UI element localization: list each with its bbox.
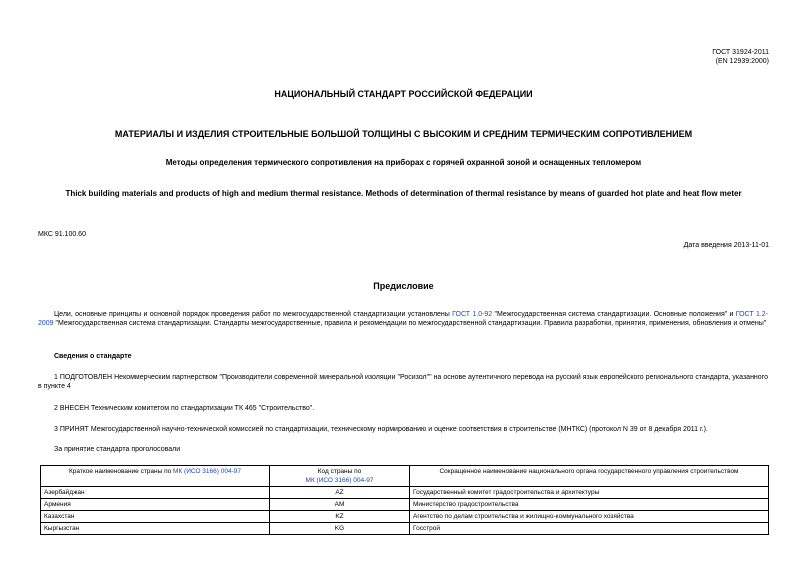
column-header-country: [41, 466, 270, 487]
column-header-body: Сокращенное наименование национального органа государственного управления строительством: [410, 466, 769, 487]
item-2-submitted: 2 ВНЕСЕН Техническим комитетом по стандартизации ТК 465 "Строительство".: [54, 405, 315, 412]
table-row: [41, 487, 769, 499]
body-cell: Агентство по делам строительства и жилищно-коммунального хозяйства: [410, 511, 769, 523]
mk-iso-3166-link[interactable]: МК (ИСО 3166) 004-97: [173, 468, 241, 475]
code-cell: KZ: [270, 511, 410, 523]
about-standard-heading: Сведения о стандарте: [54, 353, 132, 360]
document-title-en: Thick building materials and products of high and medium thermal resistance. Methods of determination of thermal resistance by means of guarded hot plate and heat flow meter: [65, 189, 742, 198]
gost-1-0-92-link[interactable]: ГОСТ 1.0-92: [452, 311, 493, 318]
foreword-paragraph: [38, 310, 768, 328]
countries-table: [40, 465, 769, 535]
table-row: [41, 511, 769, 523]
foreword-heading: Предисловие: [373, 281, 434, 291]
column-header-code: [270, 466, 410, 487]
national-standard-title: НАЦИОНАЛЬНЫЙ СТАНДАРТ РОССИЙСКОЙ ФЕДЕРАЦИИ: [274, 89, 533, 99]
item-3-adopted: 3 ПРИНЯТ Межгосударственной научно-технической комиссией по стандартизации, техническому нормированию и оценке соответствия в строительстве (МНТКС) (протокол N 39 от 8 декабря 2011 г.).: [54, 426, 708, 433]
doc-number: ГОСТ 31924-2011: [712, 49, 769, 56]
body-cell: Госстрой: [410, 523, 769, 535]
item-1-prepared: 1 ПОДГОТОВЛЕН Некоммерческим партнерством "Производители современной минеральной изоляции "Росизол"" на основе аутентичного перевода на русский язык европейского регионального стандарта, указанного в пункте 4: [38, 374, 768, 390]
code-cell: KG: [270, 523, 410, 535]
en-number: (EN 12939:2000): [715, 58, 769, 65]
foreword-text-end: "Межгосударственная система стандартизации. Стандарты межгосударственные, правила и рекомендации по межгосударственной стандартизации. Правила разработки, принятия, применения, обновления и отмены": [53, 320, 767, 327]
column-header-country-text: Краткое наименование страны по: [69, 468, 174, 475]
table-row: [41, 499, 769, 511]
code-cell: AM: [270, 499, 410, 511]
country-cell: Азербайджан: [41, 487, 270, 499]
mks-code: МКС 91.100.60: [38, 231, 86, 238]
voted-for-label: За принятие стандарта проголосовали: [54, 446, 181, 453]
gost-1-2-2009-link[interactable]: ГОСТ 1.2-2009: [38, 311, 769, 327]
foreword-text-mid: "Межгосударственная система стандартизации. Основные положения" и: [492, 311, 736, 318]
document-subtitle-ru: Методы определения термического сопротивления на приборах с горячей охранной зоной и оснащенных тепломером: [165, 158, 642, 167]
code-cell: AZ: [270, 487, 410, 499]
table-row: [41, 523, 769, 535]
document-title-ru: МАТЕРИАЛЫ И ИЗДЕЛИЯ СТРОИТЕЛЬНЫЕ БОЛЬШОЙ ТОЛЩИНЫ С ВЫСОКИМ И СРЕДНИМ ТЕРМИЧЕСКИМ СОПРОТИВЛЕНИЕМ: [114, 129, 693, 139]
foreword-text-start: Цели, основные принципы и основной порядок проведения работ по межгосударственной стандартизации установлены: [54, 311, 453, 318]
table-header-row: [41, 466, 769, 487]
country-cell: Казахстан: [41, 511, 270, 523]
intro-date: Дата введения 2013-11-01: [683, 242, 769, 249]
mk-iso-3166-code-link[interactable]: МК (ИСО 3166) 004-97: [305, 477, 374, 484]
body-cell: Министерство градостроительства: [410, 499, 769, 511]
body-cell: Государственный комитет градостроительства и архитектуры: [410, 487, 769, 499]
column-header-code-text: Код страны по: [317, 468, 362, 475]
country-cell: Армения: [41, 499, 270, 511]
country-cell: Кыргызстан: [41, 523, 270, 535]
